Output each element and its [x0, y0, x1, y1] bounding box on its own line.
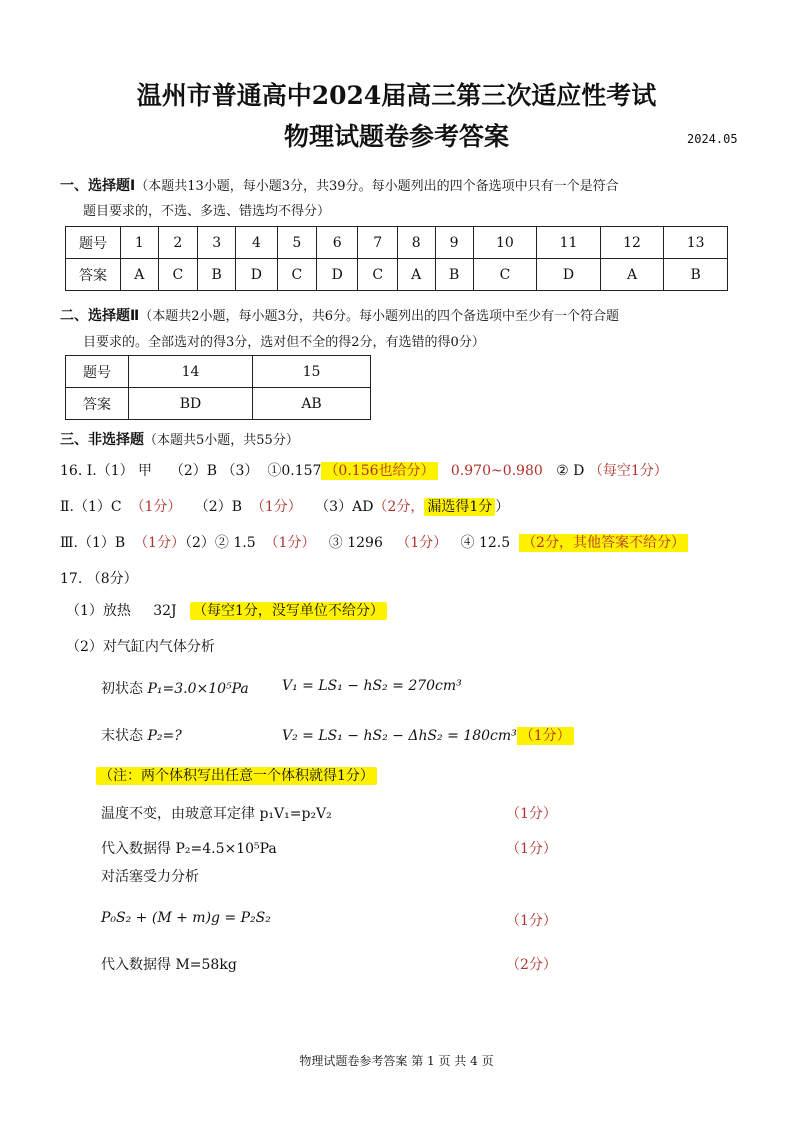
- q16-part4-answer: ② D: [556, 463, 585, 479]
- section2-desc-line2: 目要求的。全部选对的得3分，选对但不全的得2分，有选错的得0分）: [83, 335, 485, 350]
- section1-heading: 一、选择题Ⅰ: [60, 178, 136, 194]
- table-row: [66, 356, 371, 388]
- section3-desc: （本题共5小题，共55分）: [144, 433, 299, 448]
- section2-intro: [60, 305, 619, 325]
- q16-range-answer: 0.970~0.980: [450, 463, 543, 479]
- q17-force-equation: P₀S₂ + (M + m)g = P₂S₂: [101, 910, 271, 926]
- q16-alt-answer-highlight: （0.156也给分）: [321, 462, 437, 480]
- q17-result-score: （2分）: [506, 957, 557, 973]
- q16-iii-3-score: （1分）: [396, 535, 448, 551]
- answer-cell-1: A: [121, 259, 159, 291]
- answer-cell-7: C: [358, 259, 398, 291]
- answer-cell-12: A: [600, 259, 664, 291]
- row-label-answer: 答案: [66, 259, 121, 291]
- answer-cell-8: A: [397, 259, 435, 291]
- q17-force-title: 对活塞受力分析: [101, 869, 199, 885]
- initial-state-label: 初状态: [101, 681, 143, 697]
- question-number-11: 11: [537, 227, 601, 259]
- q16-line1: [60, 460, 668, 480]
- q17-note-highlight: （注：两个体积写出任意一个体积就得1分）: [96, 767, 377, 785]
- question-number-2: 2: [158, 227, 198, 259]
- q16-iii-2-score: （1分）: [264, 535, 316, 551]
- page-footer: 物理试题卷参考答案 第 1 页 共 4 页: [299, 1054, 494, 1068]
- q16-ii-2-score: （1分）: [250, 499, 302, 515]
- section2-desc-line1: （本题共2小题，每小题3分，共6分。每小题列出的四个备选项中至少有一个符合题: [139, 309, 620, 324]
- q16-ii-2-answer: （2）B: [194, 499, 242, 515]
- q17-substitution-1-score: （1分）: [506, 841, 557, 857]
- q17-part1-score-highlight: （每空1分，没写单位不给分）: [190, 602, 387, 620]
- section2-heading: 二、选择题Ⅱ: [60, 308, 140, 324]
- answer-cell-2: C: [158, 259, 198, 291]
- section1-intro: [60, 175, 619, 195]
- q16-score-note: （每空1分）: [588, 463, 668, 479]
- question-number-10: 10: [473, 227, 537, 259]
- q16-iii-1-score: （1分）: [134, 535, 185, 551]
- section1-answer-table: [65, 226, 728, 291]
- row-label-question: 题号: [66, 227, 121, 259]
- q17-part1-answer: （1）放热: [66, 603, 131, 619]
- section3-heading: 三、非选择题: [60, 432, 144, 448]
- page-subtitle: 物理试题卷参考答案: [283, 122, 509, 151]
- row-label-question: 题号: [66, 356, 129, 388]
- q17-initial-state: [101, 678, 249, 698]
- exam-date: 2024.05: [687, 132, 738, 146]
- table-row: [66, 259, 728, 291]
- answer-cell-6: D: [317, 259, 358, 291]
- answer-cell-5: C: [277, 259, 317, 291]
- answer-cell-3: B: [198, 259, 236, 291]
- section1-desc-line2: 题目要求的，不选、多选、错选均不得分）: [83, 204, 331, 219]
- q16-line2: [60, 496, 509, 516]
- q17-result: 代入数据得 M=58kg: [101, 957, 237, 973]
- q16-part3-answer: ①0.157: [267, 463, 322, 479]
- q16-iii-4-score-highlight: （2分，其他答案不给分）: [519, 534, 688, 552]
- q17-part2-title: （2）对气缸内气体分析: [66, 639, 215, 655]
- q17-force-score: （1分）: [506, 913, 557, 929]
- question-number-1: 1: [121, 227, 159, 259]
- q16-iii-2-answer: （2）② 1.5: [184, 535, 256, 551]
- question-number-4: 4: [236, 227, 277, 259]
- q16-ii-1-answer: Ⅱ.（1）C: [60, 499, 122, 515]
- question-number-7: 7: [358, 227, 398, 259]
- page-title: 温州市普通高中2024届高三第三次适应性考试: [136, 81, 657, 110]
- q16-ii-3-partial-highlight: 漏选得1分: [424, 498, 495, 516]
- answer-cell-9: B: [435, 259, 473, 291]
- q16-line3: [60, 532, 688, 552]
- answer-cell-1: BD: [129, 388, 253, 420]
- question-number-6: 6: [317, 227, 358, 259]
- table-row: [66, 227, 728, 259]
- question-number-8: 8: [397, 227, 435, 259]
- answer-cell-4: D: [236, 259, 277, 291]
- q16-part2-answer: （2）B （3）: [169, 463, 259, 479]
- initial-volume-eq: V₁ = LS₁ − hS₂ = 270cm³: [282, 678, 462, 694]
- table-row: [66, 388, 371, 420]
- final-volume-eq: V₂ = LS₁ − hS₂ − ΔhS₂ = 180cm³: [282, 728, 517, 744]
- q16-ii-3-answer: （3）AD: [315, 499, 374, 515]
- q17-part1-value: 32J: [153, 603, 177, 619]
- q16-iii-3-answer: ③ 1296: [328, 535, 383, 551]
- section1-desc-line1: （本题共13小题，每小题3分，共39分。每小题列出的四个备选项中只有一个是符合: [135, 179, 619, 194]
- q17-part1: [66, 600, 387, 620]
- final-state-label: 末状态: [101, 728, 143, 744]
- q17-boyle-score: （1分）: [506, 806, 557, 822]
- question-number-3: 3: [198, 227, 236, 259]
- q17-substitution-1: 代入数据得 P₂=4.5×10⁵Pa: [101, 841, 277, 857]
- q16-iii-1-answer: Ⅲ.（1）B: [60, 535, 126, 551]
- question-number-9: 9: [435, 227, 473, 259]
- final-volume-score-highlight: （1分）: [517, 727, 574, 745]
- q17-heading: 17. （8分）: [60, 571, 138, 587]
- question-number-5: 5: [277, 227, 317, 259]
- q16-ii-3-close-paren: ）: [495, 499, 510, 515]
- question-number-13: 13: [664, 227, 728, 259]
- question-number-2: 15: [253, 356, 371, 388]
- final-pressure: P₂=?: [147, 728, 182, 744]
- answer-cell-11: D: [537, 259, 601, 291]
- section3-intro: [60, 429, 299, 449]
- final-volume-line: [282, 725, 574, 745]
- q17-boyle-law: 温度不变，由玻意耳定律 p₁V₁=p₂V₂: [101, 806, 332, 822]
- answer-cell-13: B: [664, 259, 728, 291]
- initial-pressure: P₁=3.0×10⁵Pa: [147, 681, 249, 697]
- q16-ii-3-score: （2分，: [373, 499, 425, 515]
- answer-cell-10: C: [473, 259, 537, 291]
- q16-ii-1-score: （1分）: [130, 499, 182, 515]
- section2-answer-table: [65, 355, 371, 420]
- answer-cell-2: AB: [253, 388, 371, 420]
- q17-final-state: [101, 725, 182, 745]
- question-number-12: 12: [600, 227, 664, 259]
- q16-iii-4-answer: ④ 12.5: [460, 535, 511, 551]
- q16-part1-answer: 16. Ⅰ.（1） 甲: [60, 463, 153, 479]
- q17-note: [96, 765, 377, 785]
- row-label-answer: 答案: [66, 388, 129, 420]
- question-number-1: 14: [129, 356, 253, 388]
